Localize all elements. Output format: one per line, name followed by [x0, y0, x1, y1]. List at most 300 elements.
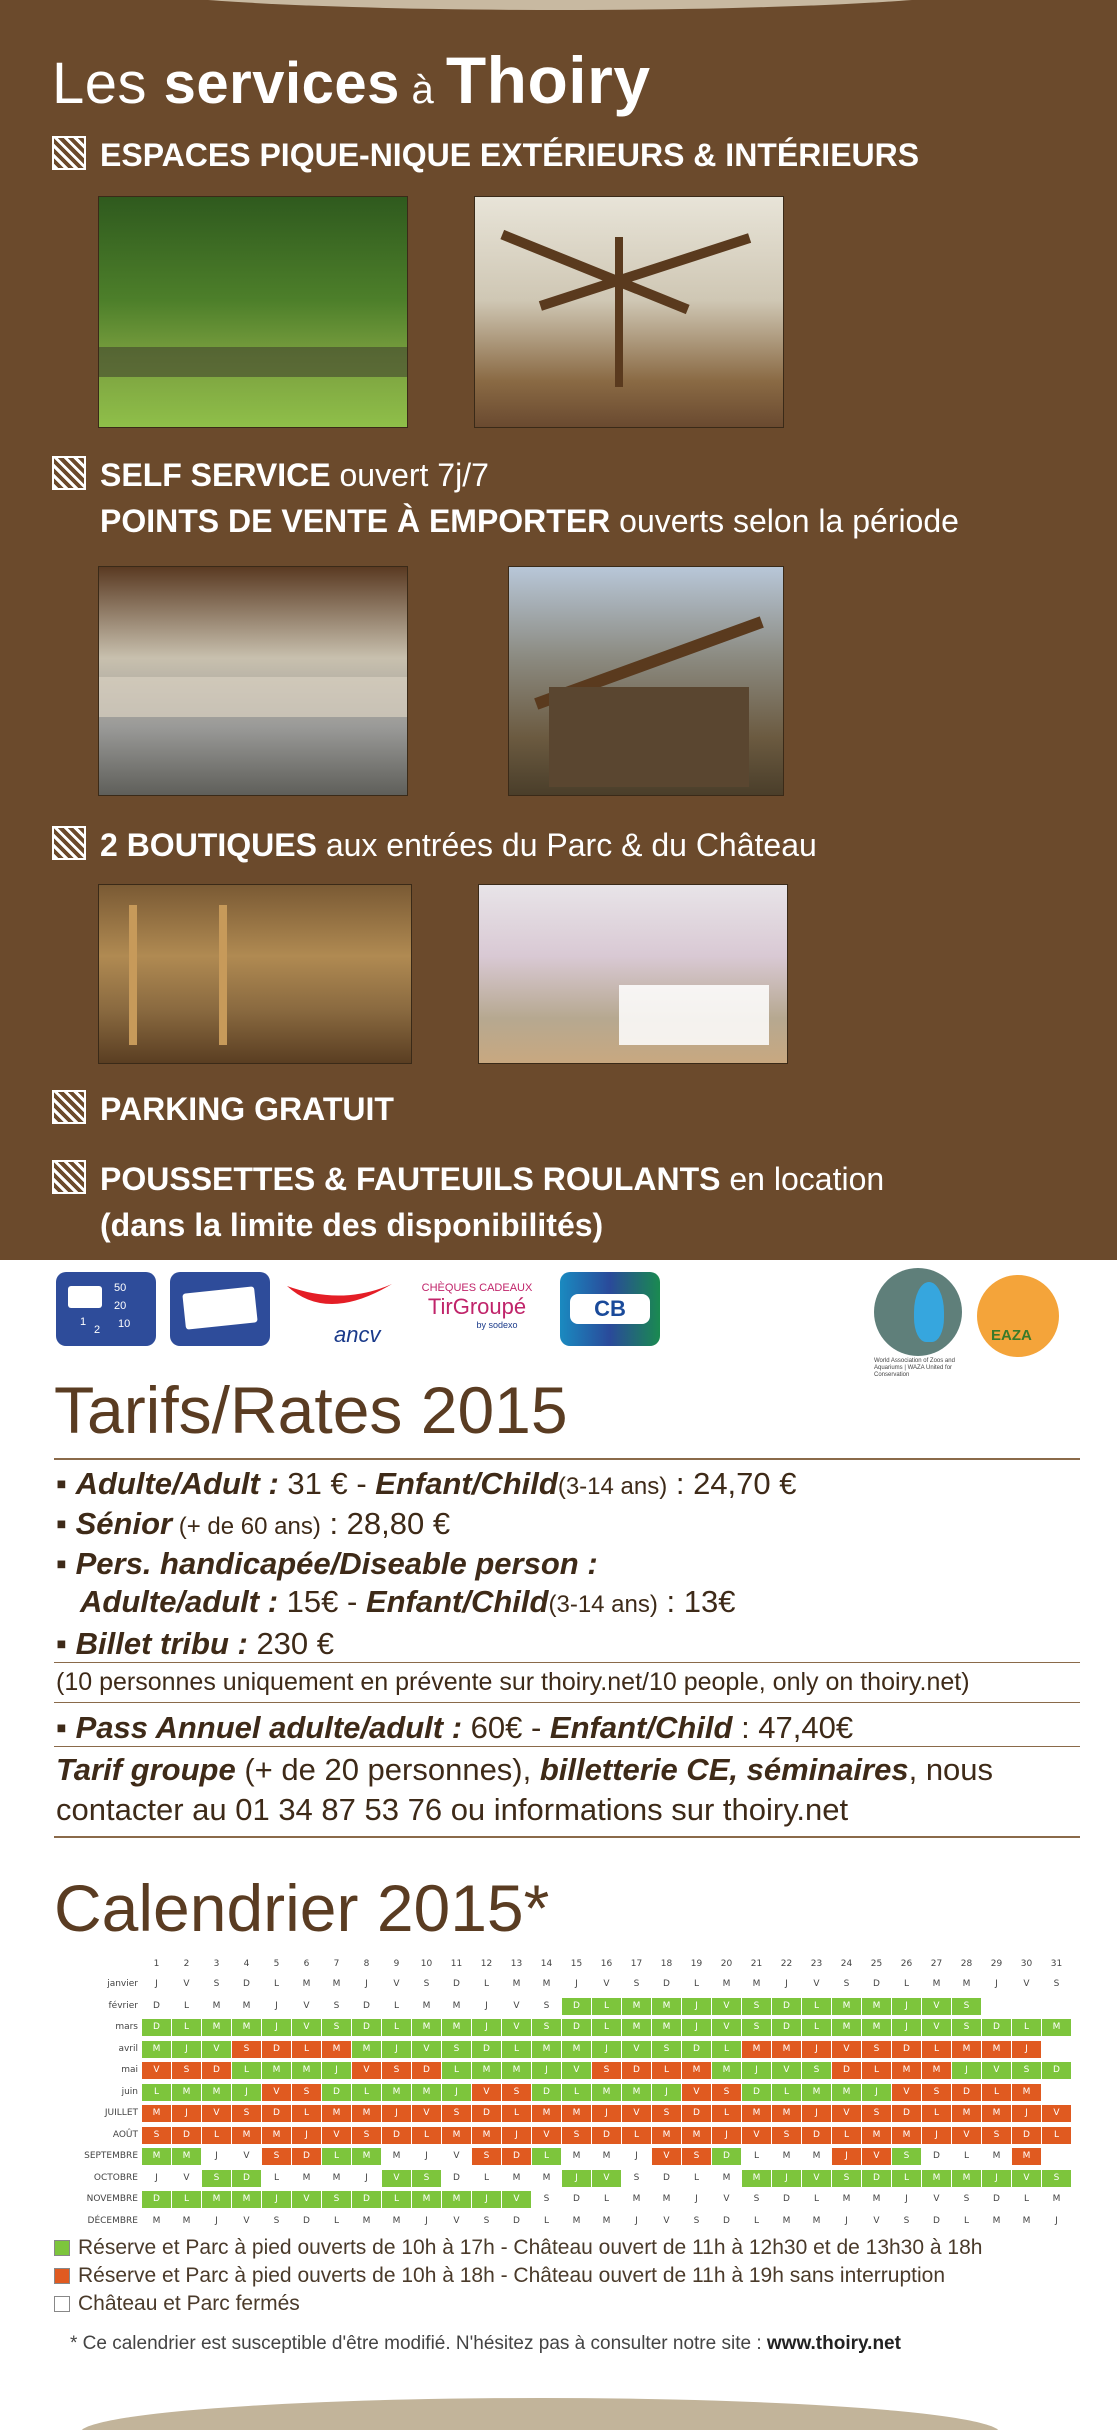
calendar-day-cell: L: [982, 2084, 1012, 2101]
calendar-day-cell: J: [592, 2041, 622, 2058]
calendar-day-number: 7: [322, 1956, 352, 1973]
calendar-day-cell: M: [652, 1998, 682, 2015]
calendar-day-cell: M: [892, 2127, 922, 2144]
calendar-day-cell: M: [142, 2148, 172, 2165]
pattern-square-icon: [52, 1090, 86, 1124]
divider: [54, 1662, 1080, 1663]
calendar-day-cell: L: [772, 2084, 802, 2101]
calendar-day-cell: S: [652, 2105, 682, 2122]
calendar-day-cell: D: [502, 2148, 532, 2165]
calendar-day-cell: J: [172, 2105, 202, 2122]
calendar-day-cell: M: [322, 1976, 352, 1993]
rate-handicap-prices: Adulte/adult : 15€ - Enfant/Child(3-14 ans) : 13€: [80, 1584, 736, 1619]
calendar-day-cell: M: [1042, 2191, 1072, 2208]
rate-tribu: ▪ Billet tribu : 230 €: [56, 1626, 335, 1661]
calendar-month-row: [54, 2191, 1072, 2208]
calendar-day-cell: M: [472, 2127, 502, 2144]
calendar-day-number: 8: [352, 1956, 382, 1973]
calendar-day-cell: V: [862, 2213, 892, 2230]
calendar-day-cell: V: [442, 2148, 472, 2165]
calendar-day-cell: S: [802, 2062, 832, 2079]
calendar-day-cell: V: [292, 2191, 322, 2208]
calendar-day-cell: V: [172, 2170, 202, 2187]
calendar-day-cell: S: [742, 2019, 772, 2036]
calendar-day-cell: D: [922, 2213, 952, 2230]
calendar-day-cell: M: [172, 2148, 202, 2165]
calendar-day-cell: V: [682, 2084, 712, 2101]
calendar-day-cell: J: [442, 2084, 472, 2101]
calendar-day-cell: D: [352, 2191, 382, 2208]
calendar-day-cell: D: [652, 1976, 682, 1993]
rate-group-contact: contacter au 01 34 87 53 76 ou informations sur thoiry.net: [56, 1792, 849, 1827]
calendar-day-cell: S: [322, 1998, 352, 2015]
calendar-day-cell: D: [562, 2019, 592, 2036]
calendar-day-cell: S: [412, 1976, 442, 1993]
calendar-day-cell: J: [832, 2213, 862, 2230]
pattern-square-icon: [52, 136, 86, 170]
calendar-day-cell: J: [382, 2105, 412, 2122]
calendar-day-cell: M: [712, 2170, 742, 2187]
calendar-day-cell: L: [322, 2148, 352, 2165]
calendar-day-cell: J: [142, 1976, 172, 1993]
calendar-day-number: 1: [142, 1956, 172, 1973]
calendar-day-cell: D: [712, 2148, 742, 2165]
calendar-day-cell: J: [772, 1976, 802, 1993]
pattern-square-icon: [52, 456, 86, 490]
calendar-month-row: [54, 2148, 1042, 2165]
calendar-day-cell: D: [442, 1976, 472, 1993]
calendar-day-cell: M: [472, 2062, 502, 2079]
photo-takeaway-hut: [508, 566, 784, 796]
calendar-day-cell: L: [622, 2127, 652, 2144]
calendar-day-cell: J: [892, 1998, 922, 2015]
calendar-day-cell: V: [1042, 2105, 1072, 2122]
calendar-day-cell: M: [862, 1998, 892, 2015]
calendar-day-cell: M: [712, 2062, 742, 2079]
calendar-day-cell: V: [502, 1998, 532, 2015]
calendar-day-cell: S: [592, 2062, 622, 2079]
calendar-day-cell: S: [832, 2170, 862, 2187]
calendar-day-cell: D: [172, 2127, 202, 2144]
divider: [54, 1702, 1080, 1703]
calendar-day-cell: M: [1012, 2084, 1042, 2101]
calendar-day-cell: S: [622, 1976, 652, 1993]
calendar-day-cell: M: [1012, 2213, 1042, 2230]
calendar-day-cell: V: [1012, 2170, 1042, 2187]
calendar-day-cell: D: [802, 2127, 832, 2144]
calendar-day-cell: S: [532, 2191, 562, 2208]
calendar-day-cell: V: [712, 2019, 742, 2036]
calendar-day-cell: M: [292, 2062, 322, 2079]
calendar-day-cell: S: [322, 2191, 352, 2208]
calendar-day-number: 17: [622, 1956, 652, 1973]
calendar-day-cell: S: [742, 2191, 772, 2208]
calendar-day-cell: M: [442, 2127, 472, 2144]
calendar-month-label: avril: [118, 2043, 138, 2054]
calendar-day-cell: V: [202, 2105, 232, 2122]
calendar-day-cell: M: [502, 2062, 532, 2079]
calendar-day-cell: S: [352, 2127, 382, 2144]
legend-swatch: [54, 2240, 70, 2256]
calendar-day-cell: D: [292, 2213, 322, 2230]
calendar-day-cell: S: [532, 1998, 562, 2015]
calendar-day-cell: L: [802, 2019, 832, 2036]
calendar-day-cell: V: [532, 2127, 562, 2144]
cb-logo: CB: [560, 1272, 660, 1346]
calendar-day-cell: L: [682, 2170, 712, 2187]
calendar-day-cell: D: [682, 2105, 712, 2122]
calendar-day-cell: M: [682, 2127, 712, 2144]
waza-caption: World Association of Zoos and Aquariums | WAZA United for Conservation: [874, 1358, 955, 1378]
calendar-day-cell: M: [412, 2191, 442, 2208]
calendar-day-cell: S: [772, 2127, 802, 2144]
legend-swatch: [54, 2268, 70, 2284]
calendar-month-label: NOVEMBRE: [86, 2194, 138, 2204]
calendar-day-cell: D: [232, 1976, 262, 1993]
calendar-day-cell: M: [622, 2019, 652, 2036]
calendar-day-cell: M: [622, 2191, 652, 2208]
torn-paper-edge-bottom: [80, 2398, 1000, 2430]
calendar-day-cell: J: [262, 2019, 292, 2036]
calendar-day-cell: V: [502, 2191, 532, 2208]
rate-pass-annuel: ▪ Pass Annuel adulte/adult : 60€ - Enfant/Child : 47,40€: [56, 1710, 854, 1745]
calendar-day-cell: S: [502, 2084, 532, 2101]
calendar-day-cell: V: [802, 2170, 832, 2187]
calendar-day-cell: V: [892, 2084, 922, 2101]
calendar-day-cell: L: [742, 2148, 772, 2165]
calendar-day-cell: M: [772, 2213, 802, 2230]
service-item-boutiques: 2 BOUTIQUES aux entrées du Parc & du Château: [52, 822, 817, 868]
calendar-day-cell: S: [1042, 1976, 1072, 1993]
calendar-day-cell: M: [982, 2148, 1012, 2165]
calendar-day-cell: M: [652, 2127, 682, 2144]
calendar-day-cell: L: [142, 2084, 172, 2101]
calendar-day-cell: D: [922, 2148, 952, 2165]
calendar-month-row: [54, 2105, 1072, 2122]
calendar-day-cell: V: [832, 2105, 862, 2122]
calendar-day-cell: V: [1012, 1976, 1042, 1993]
calendar-day-cell: L: [442, 2062, 472, 2079]
calendar-month-row: [54, 2084, 1042, 2101]
calendar-day-cell: D: [622, 2062, 652, 2079]
calendar-day-cell: S: [232, 2041, 262, 2058]
calendar-day-cell: M: [532, 2041, 562, 2058]
calendar-day-cell: J: [592, 2105, 622, 2122]
calendar-day-cell: M: [412, 2084, 442, 2101]
calendar-day-cell: M: [682, 2062, 712, 2079]
calendar-day-cell: J: [1012, 2105, 1042, 2122]
calendar-day-cell: M: [922, 2170, 952, 2187]
calendar-day-cell: S: [202, 2170, 232, 2187]
calendar-day-cell: J: [622, 2213, 652, 2230]
calendar-day-cell: M: [322, 2105, 352, 2122]
calendar-day-cell: M: [292, 1976, 322, 1993]
calendar-day-cell: M: [352, 2213, 382, 2230]
calendar-day-cell: M: [922, 1976, 952, 1993]
calendar-day-cell: D: [532, 2084, 562, 2101]
calendar-day-number: 9: [382, 1956, 412, 1973]
calendar-day-cell: D: [412, 2062, 442, 2079]
calendar-day-number: 2: [172, 1956, 202, 1973]
calendar-day-cell: J: [952, 2062, 982, 2079]
calendar-day-cell: V: [562, 2062, 592, 2079]
calendar-day-cell: J: [892, 2019, 922, 2036]
calendar-day-cell: J: [142, 2170, 172, 2187]
calendar-day-cell: M: [652, 2019, 682, 2036]
calendar-day-cell: L: [592, 2019, 622, 2036]
calendar-day-cell: L: [172, 2191, 202, 2208]
calendar-day-cell: M: [202, 2084, 232, 2101]
calendar-day-cell: L: [172, 2019, 202, 2036]
calendar-day-cell: M: [352, 2041, 382, 2058]
tarifs-title: Tarifs/Rates 2015: [54, 1373, 568, 1447]
calendar-day-cell: M: [952, 2105, 982, 2122]
calendar-day-cell: D: [892, 2041, 922, 2058]
calendar-day-cell: M: [772, 2148, 802, 2165]
calendar-day-cell: J: [292, 2127, 322, 2144]
calendar-day-cell: V: [982, 2062, 1012, 2079]
pattern-square-icon: [52, 826, 86, 860]
calendar-day-number: 15: [562, 1956, 592, 1973]
calendar-day-cell: J: [472, 1998, 502, 2015]
service-item-parking: PARKING GRATUIT: [52, 1086, 394, 1132]
calendar-day-cell: L: [682, 1976, 712, 1993]
calendar-day-cell: V: [502, 2019, 532, 2036]
calendar-day-cell: M: [202, 1998, 232, 2015]
calendar-day-cell: D: [562, 2191, 592, 2208]
calendar-day-cell: S: [892, 2148, 922, 2165]
calendar-day-cell: M: [862, 2127, 892, 2144]
calendar-day-cell: M: [532, 2170, 562, 2187]
calendar-day-cell: M: [982, 2213, 1012, 2230]
calendar-day-cell: D: [862, 1976, 892, 1993]
calendar-day-cell: S: [862, 2041, 892, 2058]
calendar-day-cell: V: [292, 1998, 322, 2015]
calendar-day-cell: D: [262, 2041, 292, 2058]
calendar-day-cell: V: [202, 2041, 232, 2058]
calendar-day-cell: M: [712, 1976, 742, 1993]
calendar-day-cell: V: [262, 2084, 292, 2101]
calendar-day-number: 27: [922, 1956, 952, 1973]
calendar-day-cell: J: [982, 2170, 1012, 2187]
calendar-month-row: [54, 1998, 982, 2015]
service-item-self-service: SELF SERVICE ouvert 7j/7 POINTS DE VENTE À EMPORTER ouverts selon la période: [52, 452, 959, 544]
pattern-square-icon: [52, 1160, 86, 1194]
calendar-day-cell: L: [472, 2170, 502, 2187]
calendar-day-number: 22: [772, 1956, 802, 1973]
calendar-day-cell: V: [592, 1976, 622, 1993]
calendar-day-cell: M: [982, 2105, 1012, 2122]
calendar-day-cell: M: [922, 2062, 952, 2079]
calendar-day-cell: J: [202, 2213, 232, 2230]
calendar-day-cell: V: [232, 2213, 262, 2230]
calendar-day-cell: V: [232, 2148, 262, 2165]
calendar-day-cell: L: [712, 2041, 742, 2058]
calendar-month-label: JUILLET: [104, 2108, 138, 2118]
calendar-day-cell: M: [832, 1998, 862, 2015]
calendar-day-cell: M: [232, 2127, 262, 2144]
calendar-day-cell: S: [952, 1998, 982, 2015]
calendar-day-cell: D: [322, 2084, 352, 2101]
calendar-day-cell: M: [832, 2084, 862, 2101]
calendar-month-row: [54, 2041, 1042, 2058]
calendar-day-cell: J: [262, 1998, 292, 2015]
calendar-day-cell: M: [382, 2213, 412, 2230]
calendar-day-cell: V: [802, 1976, 832, 1993]
calendar-day-cell: L: [172, 1998, 202, 2015]
calendar-day-cell: M: [262, 2062, 292, 2079]
site-link[interactable]: www.thoiry.net: [766, 2333, 901, 2354]
calendar-day-cell: M: [172, 2213, 202, 2230]
cheque-logo: [170, 1272, 270, 1346]
calendar-day-cell: D: [262, 2105, 292, 2122]
divider: [54, 1458, 1080, 1460]
calendar-day-cell: S: [892, 2213, 922, 2230]
calendar-day-cell: M: [442, 2191, 472, 2208]
calendar-day-cell: S: [262, 2148, 292, 2165]
calendar-day-cell: M: [1012, 2148, 1042, 2165]
calendar-month-row: [54, 1976, 1072, 1993]
legend-green: Réserve et Parc à pied ouverts de 10h à 17h - Château ouvert de 11h à 12h30 et de 13h30 à 18h: [54, 2236, 982, 2260]
calendar-day-cell: S: [202, 1976, 232, 1993]
calendar-day-cell: J: [772, 2170, 802, 2187]
calendar-month-row: [54, 2019, 1072, 2036]
calendar-day-cell: J: [682, 2191, 712, 2208]
calendar-month-row: [54, 2213, 1072, 2230]
calendar-day-cell: D: [832, 2062, 862, 2079]
calendar-day-cell: S: [682, 2148, 712, 2165]
calendar-day-cell: V: [742, 2127, 772, 2144]
calendar-day-cell: L: [1042, 2127, 1072, 2144]
calendar-day-cell: L: [1012, 2191, 1042, 2208]
calendar-day-cell: J: [742, 2062, 772, 2079]
calendar-day-header: [54, 1956, 1072, 1973]
calendar-day-cell: D: [142, 1998, 172, 2015]
calendar-day-cell: V: [922, 1998, 952, 2015]
calendar-day-cell: M: [592, 2148, 622, 2165]
calendar-month-label: janvier: [107, 1979, 138, 1989]
calendar-day-cell: M: [352, 2148, 382, 2165]
calendar-day-cell: J: [1042, 2213, 1072, 2230]
calendar-day-cell: L: [382, 2191, 412, 2208]
rate-group: Tarif groupe (+ de 20 personnes), billetterie CE, séminaires, nous: [56, 1752, 994, 1787]
service-item-strollers: POUSSETTES & FAUTEUILS ROULANTS en location (dans la limite des disponibilités): [52, 1156, 884, 1248]
calendar-day-cell: J: [532, 2062, 562, 2079]
calendar-month-row: [54, 2170, 1072, 2187]
calendar-day-cell: M: [622, 2084, 652, 2101]
calendar-day-cell: D: [292, 2148, 322, 2165]
calendar-day-cell: J: [472, 2191, 502, 2208]
calendar-day-cell: S: [652, 2041, 682, 2058]
calendar-day-cell: J: [862, 2084, 892, 2101]
calendar-day-cell: J: [322, 2062, 352, 2079]
calendar-day-cell: S: [742, 1998, 772, 2015]
calendar-day-cell: J: [352, 2170, 382, 2187]
calendar-day-cell: M: [412, 2019, 442, 2036]
calendar-day-cell: M: [442, 1998, 472, 2015]
calendar-day-cell: L: [862, 2062, 892, 2079]
waza-logo: [874, 1268, 962, 1356]
calendar-day-cell: D: [232, 2170, 262, 2187]
calendar-day-cell: D: [772, 2019, 802, 2036]
calendar-day-cell: M: [232, 2019, 262, 2036]
calendar-day-number: 4: [232, 1956, 262, 1973]
calendar-day-number: 25: [862, 1956, 892, 1973]
calendar-day-cell: V: [592, 2170, 622, 2187]
calendar-day-cell: M: [952, 2170, 982, 2187]
calendar-day-cell: M: [742, 2105, 772, 2122]
calendar-day-cell: S: [622, 2170, 652, 2187]
calendar-day-cell: S: [382, 2062, 412, 2079]
calendar-day-number: 23: [802, 1956, 832, 1973]
calendar-day-cell: S: [472, 2213, 502, 2230]
calendar-day-cell: M: [802, 2084, 832, 2101]
calendar-day-cell: V: [382, 1976, 412, 1993]
calendar-day-cell: S: [1012, 2062, 1042, 2079]
calendar-day-cell: M: [742, 1976, 772, 1993]
calendar-day-number: 24: [832, 1956, 862, 1973]
calendar-day-cell: L: [532, 2213, 562, 2230]
calendar-day-cell: V: [322, 2127, 352, 2144]
calendar-day-cell: L: [412, 2127, 442, 2144]
calendar-day-cell: S: [292, 2084, 322, 2101]
calendar-day-cell: V: [832, 2041, 862, 2058]
photo-picnic-outdoor: [98, 196, 408, 428]
calendar-day-cell: M: [862, 2019, 892, 2036]
calendar-day-cell: L: [592, 2191, 622, 2208]
calendar-day-cell: M: [232, 2191, 262, 2208]
calendar-day-cell: M: [532, 1976, 562, 1993]
payment-logos-row: [56, 1272, 1066, 1378]
photo-boutique-park: [98, 884, 412, 1064]
calendar-day-cell: D: [772, 2191, 802, 2208]
rate-senior: ▪ Sénior (+ de 60 ans) : 28,80 €: [56, 1506, 451, 1541]
calendar-day-cell: V: [712, 2191, 742, 2208]
calendar-day-cell: V: [142, 2062, 172, 2079]
calendar-day-cell: J: [802, 2041, 832, 2058]
calendar-day-cell: M: [892, 2062, 922, 2079]
calendar-day-number: 6: [292, 1956, 322, 1973]
rate-tribu-note: (10 personnes uniquement en prévente sur thoiry.net/10 people, only on thoiry.net): [56, 1668, 970, 1696]
calendar-day-cell: S: [952, 2191, 982, 2208]
calendar-day-cell: M: [592, 2084, 622, 2101]
calendar-day-cell: J: [562, 1976, 592, 1993]
calendar-day-cell: L: [562, 2084, 592, 2101]
calendar-day-cell: D: [652, 2170, 682, 2187]
calendar-day-cell: L: [952, 2148, 982, 2165]
calendar-day-cell: S: [1042, 2170, 1072, 2187]
calendar-day-cell: S: [562, 2127, 592, 2144]
vouchers-logo: 50 20 10 1 2: [56, 1272, 156, 1346]
calendar-day-number: 14: [532, 1956, 562, 1973]
calendar-day-cell: L: [712, 2105, 742, 2122]
divider: [54, 1746, 1080, 1747]
calendar-day-number: 31: [1042, 1956, 1072, 1973]
calendar-day-cell: M: [352, 2105, 382, 2122]
legend-closed: Château et Parc fermés: [54, 2292, 300, 2316]
calendar-day-cell: S: [952, 2019, 982, 2036]
calendar-day-cell: J: [172, 2041, 202, 2058]
divider: [54, 1836, 1080, 1838]
calendar-day-cell: L: [502, 2041, 532, 2058]
calendar-day-cell: L: [262, 2170, 292, 2187]
calendar-day-cell: M: [982, 2041, 1012, 2058]
calendar-day-cell: M: [652, 2191, 682, 2208]
calendar-note: * Ce calendrier est susceptible d'être modifié. N'hésitez pas à consulter notre site : www.thoiry.net: [70, 2333, 901, 2354]
calendar-day-cell: L: [472, 1976, 502, 1993]
calendar-day-cell: S: [442, 2105, 472, 2122]
calendar-day-cell: M: [562, 2148, 592, 2165]
